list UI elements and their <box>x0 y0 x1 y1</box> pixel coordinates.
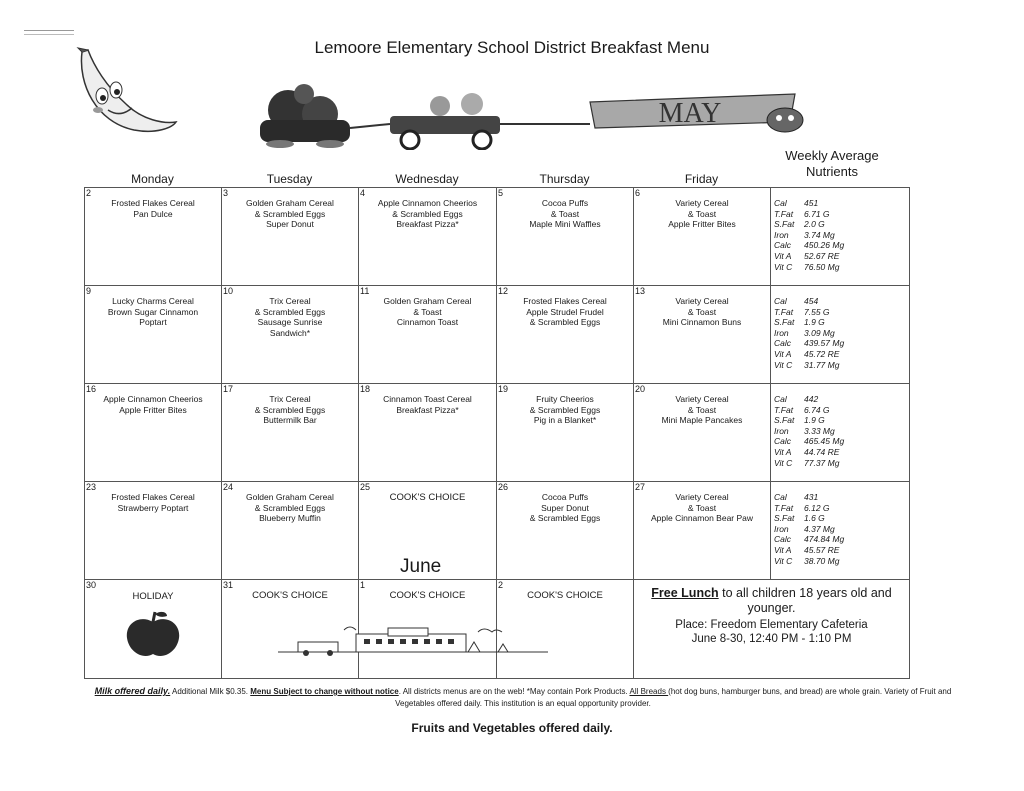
nutrient-row <box>774 436 909 447</box>
day-number: 23 <box>86 482 97 492</box>
nutrient-name: Cal <box>774 394 787 404</box>
day-number: 25 <box>360 482 371 492</box>
menu-item: & Toast <box>687 404 717 415</box>
nutrient-value: 1.9 G <box>804 317 825 328</box>
nutrient-row <box>774 415 909 426</box>
nutrient-name: Vit C <box>774 555 793 566</box>
menu-item: Sausage Sunrise <box>257 317 323 327</box>
menu-item: Cinnamon Toast <box>396 317 459 327</box>
nutrient-name: Vit A <box>774 250 792 261</box>
menu-item: Golden Graham Cereal <box>246 492 334 502</box>
day-number: 1 <box>360 580 366 590</box>
holiday-label: HOLIDAY <box>132 591 174 602</box>
nutrient-name: Vit C <box>774 359 793 370</box>
nutrients-header: Weekly Average Nutrients <box>785 148 879 179</box>
menu-item: Apple Cinnamon Cheerios <box>377 198 478 208</box>
free-lunch-notice: Free Lunch to all children 18 years old and younger. <box>651 586 892 615</box>
nutrients-cell <box>771 188 910 286</box>
nutrient-row <box>774 447 909 458</box>
menu-item: & Scrambled Eggs <box>529 513 601 523</box>
menu-item: & Toast <box>550 208 580 219</box>
menu-item: Super Donut <box>541 502 589 513</box>
menu-items <box>359 188 496 230</box>
nutrient-name: T.Fat <box>774 502 794 513</box>
calendar-cell <box>497 384 634 482</box>
menu-item: Breakfast Pizza* <box>396 219 459 229</box>
menu-item: Variety Cereal <box>675 296 729 306</box>
menu-items <box>634 188 770 230</box>
bear-figures-icon <box>260 84 350 148</box>
menu-items <box>222 188 358 230</box>
menu-items <box>497 384 633 426</box>
day-header-friday: Friday <box>684 172 719 186</box>
menu-item: Cocoa Puffs <box>541 198 589 208</box>
nutrient-value: 3.74 Mg <box>804 229 835 240</box>
nutrient-name: Calc <box>774 240 792 251</box>
nutrient-name: Calc <box>774 338 792 349</box>
menu-item: Apple Cinnamon Bear Paw <box>650 513 754 523</box>
nutrient-name: Cal <box>774 198 787 208</box>
wagon-icon <box>390 93 500 149</box>
nutrient-value: 1.6 G <box>804 513 825 524</box>
day-number: 27 <box>635 482 646 492</box>
menu-item: Cocoa Puffs <box>541 492 589 502</box>
nutrients-cell <box>771 482 910 580</box>
calendar-week-row <box>85 286 910 384</box>
nutrient-row <box>774 349 909 360</box>
free-lunch-cell <box>634 580 910 679</box>
menu-item: & Scrambled Eggs <box>254 502 326 513</box>
menu-items <box>634 482 770 524</box>
nutrient-name: S.Fat <box>774 219 795 230</box>
free-lunch-place: Place: Freedom Elementary Cafeteria June 8-30, 12:40 PM - 1:10 PM <box>675 619 868 645</box>
nutrient-name: S.Fat <box>774 317 795 328</box>
nutrient-row <box>774 394 909 405</box>
nutrient-name: S.Fat <box>774 415 795 426</box>
day-number: 12 <box>498 286 509 296</box>
nutrient-value: 454 <box>804 296 819 306</box>
nutrient-value: 38.70 Mg <box>804 555 840 566</box>
menu-item: & Toast <box>687 502 717 513</box>
menu-item: COOK'S CHOICE <box>389 492 466 503</box>
menu-items <box>359 482 496 503</box>
nutrient-value: 431 <box>804 492 819 502</box>
menu-item: Breakfast Pizza* <box>396 404 459 415</box>
calendar-cell <box>497 482 634 580</box>
menu-item: & Scrambled Eggs <box>529 404 601 415</box>
calendar-cell <box>497 188 634 286</box>
menu-item: Fruity Cheerios <box>536 394 594 404</box>
calendar-cell <box>634 188 771 286</box>
nutrient-name: Vit A <box>774 348 792 359</box>
banana-mascot-icon <box>72 44 180 140</box>
menu-item: Apple Fritter Bites <box>119 404 187 415</box>
menu-item: Apple Fritter Bites <box>668 219 736 229</box>
menu-item: Cinnamon Toast Cereal <box>383 394 472 404</box>
calendar-cell <box>359 384 497 482</box>
menu-items <box>497 286 633 328</box>
nutrient-name: T.Fat <box>774 306 794 317</box>
menu-item: Golden Graham Cereal <box>246 198 334 208</box>
nutrient-row <box>774 503 909 514</box>
nutrient-value: 45.72 RE <box>804 348 840 359</box>
menu-item: & Toast <box>413 306 442 317</box>
menu-items <box>497 482 633 524</box>
nutrient-value: 442 <box>804 394 819 404</box>
menu-item: Variety Cereal <box>675 394 729 404</box>
menu-items <box>222 482 358 524</box>
nutrient-value: 31.77 Mg <box>804 359 840 370</box>
menu-items <box>85 286 221 328</box>
menu-items <box>85 482 221 513</box>
school-building-illustration <box>278 624 548 658</box>
nutrient-value: 6.12 G <box>804 502 830 513</box>
nutrient-name: Cal <box>774 492 787 502</box>
june-label: June <box>396 556 445 578</box>
menu-item: Trix Cereal <box>269 296 311 306</box>
calendar-cell <box>222 482 359 580</box>
day-header-monday: Monday <box>131 172 174 186</box>
nutrient-name: Vit C <box>774 261 793 272</box>
calendar-cell <box>222 384 359 482</box>
menu-item: Pig in a Blanket* <box>533 415 597 425</box>
nutrient-name: Iron <box>774 523 789 534</box>
nutrient-value: 76.50 Mg <box>804 261 840 272</box>
menu-items <box>85 384 221 415</box>
menu-item: Lucky Charms Cereal <box>112 296 194 306</box>
nutrient-row <box>774 209 909 220</box>
nutrient-list <box>771 384 909 468</box>
nutrient-row <box>774 262 909 273</box>
nutrient-row <box>774 405 909 416</box>
menu-item: Maple Mini Waffles <box>529 219 601 229</box>
menu-item: Blueberry Muffin <box>259 513 321 523</box>
may-banner-text: MAY <box>658 98 722 129</box>
footer-notes: Milk offered daily. Additional Milk $0.35. Menu Subject to change without notice. All districts menus are on the web! *May contain Pork Products. All Breads (hot dog buns, hamburger buns, and bread) are whole grain. Variety of Fruit and Vegetables offered daily. This institution is an equal opportunity provider. <box>94 686 952 708</box>
menu-item: & Scrambled Eggs <box>254 208 326 219</box>
day-number: 17 <box>223 384 234 394</box>
calendar-cell <box>85 286 222 384</box>
menu-item: & Scrambled Eggs <box>254 306 326 317</box>
menu-items <box>497 188 633 230</box>
calendar-cell <box>634 384 771 482</box>
day-number: 20 <box>635 384 646 394</box>
calendar-cell <box>497 286 634 384</box>
day-number: 18 <box>360 384 371 394</box>
nutrient-row <box>774 534 909 545</box>
menu-item: Mini Maple Pancakes <box>661 415 743 425</box>
menu-items <box>359 286 496 328</box>
nutrient-value: 45.57 RE <box>804 544 840 555</box>
nutrient-row <box>774 251 909 262</box>
day-number: 2 <box>86 188 92 198</box>
day-number: 19 <box>498 384 509 394</box>
menu-item: Buttermilk Bar <box>263 415 317 425</box>
nutrient-name: Iron <box>774 425 789 436</box>
nutrient-row <box>774 360 909 371</box>
bus-icon <box>298 642 338 652</box>
nutrient-row <box>774 458 909 469</box>
nutrient-value: 451 <box>804 198 819 208</box>
menu-item: Mini Cinnamon Buns <box>662 317 742 327</box>
menu-item: & Toast <box>687 306 717 317</box>
nutrient-value: 2.0 G <box>804 219 825 230</box>
nutrient-row <box>774 317 909 328</box>
menu-item: Frosted Flakes Cereal <box>111 492 195 502</box>
calendar-week-row <box>85 188 910 286</box>
nutrient-value: 52.67 RE <box>804 250 840 261</box>
nutrient-list <box>771 188 909 272</box>
calendar-cell <box>85 482 222 580</box>
nutrient-name: Iron <box>774 327 789 338</box>
nutrient-list <box>771 482 909 566</box>
menu-items <box>359 384 496 415</box>
apple-icon <box>123 610 183 660</box>
menu-item: Trix Cereal <box>269 394 311 404</box>
nutrient-value: 439.57 Mg <box>804 338 845 349</box>
cooks-choice-label: COOK'S CHOICE <box>252 590 328 601</box>
nutrient-row <box>774 524 909 535</box>
menu-calendar <box>84 187 910 679</box>
day-header-thursday: Thursday <box>539 172 590 186</box>
menu-item: Frosted Flakes Cereal <box>111 198 195 208</box>
nutrient-list <box>771 286 909 370</box>
day-number: 4 <box>360 188 366 198</box>
nutrient-value: 6.74 G <box>804 404 830 415</box>
calendar-cell <box>634 286 771 384</box>
calendar-cell <box>359 188 497 286</box>
menu-item: Apple Strudel Frudel <box>526 306 604 317</box>
menu-item: & Scrambled Eggs <box>254 404 326 415</box>
nutrient-name: Calc <box>774 436 792 447</box>
day-number: 11 <box>360 286 370 296</box>
nutrient-value: 44.74 RE <box>804 446 840 457</box>
nutrient-row <box>774 307 909 318</box>
menu-item: Pan Dulce <box>133 208 173 219</box>
nutrient-name: S.Fat <box>774 513 795 524</box>
day-number: 10 <box>223 286 234 296</box>
menu-items <box>85 188 221 219</box>
menu-items <box>634 286 770 328</box>
wagon-banner-illustration <box>250 80 810 150</box>
nutrient-value: 3.33 Mg <box>804 425 835 436</box>
nutrient-row <box>774 328 909 339</box>
day-number: 5 <box>498 188 504 198</box>
menu-item: Super Donut <box>266 219 314 229</box>
menu-item: Brown Sugar Cinnamon <box>107 306 199 317</box>
nutrient-name: Cal <box>774 296 787 306</box>
menu-item: Variety Cereal <box>675 492 729 502</box>
nutrient-name: Iron <box>774 229 789 240</box>
menu-item: Golden Graham Cereal <box>383 296 472 306</box>
menu-item: Variety Cereal <box>675 198 729 208</box>
day-number: 24 <box>223 482 234 492</box>
nutrient-name: T.Fat <box>774 208 794 219</box>
nutrient-row <box>774 513 909 524</box>
menu-item: Apple Cinnamon Cheerios <box>103 394 203 404</box>
nutrient-value: 77.37 Mg <box>804 457 840 468</box>
menu-item: & Scrambled Eggs <box>392 208 463 219</box>
nutrient-value: 7.55 G <box>804 306 830 317</box>
page-title: Lemoore Elementary School District Breakfast Menu <box>314 38 710 57</box>
day-number: 31 <box>223 580 234 590</box>
calendar-cell <box>634 482 771 580</box>
nutrient-row <box>774 338 909 349</box>
calendar-week-row <box>85 384 910 482</box>
raccoon-icon <box>767 108 803 132</box>
nutrient-value: 6.71 G <box>804 208 830 219</box>
nutrient-row <box>774 545 909 556</box>
day-number: 13 <box>635 286 646 296</box>
nutrient-value: 465.45 Mg <box>804 436 845 447</box>
calendar-cell <box>85 188 222 286</box>
day-number: 26 <box>498 482 509 492</box>
nutrients-cell <box>771 286 910 384</box>
day-number: 30 <box>86 580 97 590</box>
nutrient-name: Vit A <box>774 544 792 555</box>
menu-items <box>222 286 358 338</box>
day-number: 2 <box>498 580 504 590</box>
day-number: 3 <box>223 188 229 198</box>
cooks-choice-label: COOK'S CHOICE <box>389 590 466 601</box>
scan-mark <box>24 30 74 35</box>
nutrient-name: T.Fat <box>774 404 794 415</box>
nutrient-name: Calc <box>774 534 792 545</box>
nutrient-row <box>774 240 909 251</box>
nutrient-value: 450.26 Mg <box>804 240 845 251</box>
day-number: 9 <box>86 286 92 296</box>
nutrient-name: Vit A <box>774 446 792 457</box>
nutrient-value: 1.9 G <box>804 415 825 426</box>
calendar-week-row <box>85 482 910 580</box>
calendar-cell <box>85 580 222 679</box>
nutrient-row <box>774 426 909 437</box>
nutrient-row <box>774 492 909 503</box>
menu-items <box>222 384 358 426</box>
nutrient-value: 3.09 Mg <box>804 327 835 338</box>
fruits-vegetables-note: Fruits and Vegetables offered daily. <box>411 721 613 735</box>
nutrient-row <box>774 230 909 241</box>
nutrient-row <box>774 198 909 209</box>
menu-item: Frosted Flakes Cereal <box>523 296 607 306</box>
menu-item: Poptart <box>139 317 167 327</box>
cooks-choice-label: COOK'S CHOICE <box>527 590 603 601</box>
calendar-cell <box>222 188 359 286</box>
nutrient-row <box>774 296 909 307</box>
calendar-cell <box>85 384 222 482</box>
day-header-tuesday: Tuesday <box>266 172 313 186</box>
menu-item: & Toast <box>687 208 717 219</box>
menu-items <box>634 384 770 426</box>
menu-item: Strawberry Poptart <box>117 502 189 513</box>
menu-item: & Scrambled Eggs <box>529 317 601 327</box>
menu-item: Sandwich* <box>269 327 311 338</box>
nutrient-value: 4.37 Mg <box>804 523 835 534</box>
nutrients-cell <box>771 384 910 482</box>
nutrient-row <box>774 556 909 567</box>
calendar-cell <box>359 286 497 384</box>
nutrient-value: 474.84 Mg <box>804 534 845 545</box>
nutrient-row <box>774 219 909 230</box>
day-header-wednesday: Wednesday <box>395 172 459 186</box>
day-number: 16 <box>86 384 97 394</box>
calendar-cell <box>222 286 359 384</box>
day-number: 6 <box>635 188 641 198</box>
nutrient-name: Vit C <box>774 457 793 468</box>
